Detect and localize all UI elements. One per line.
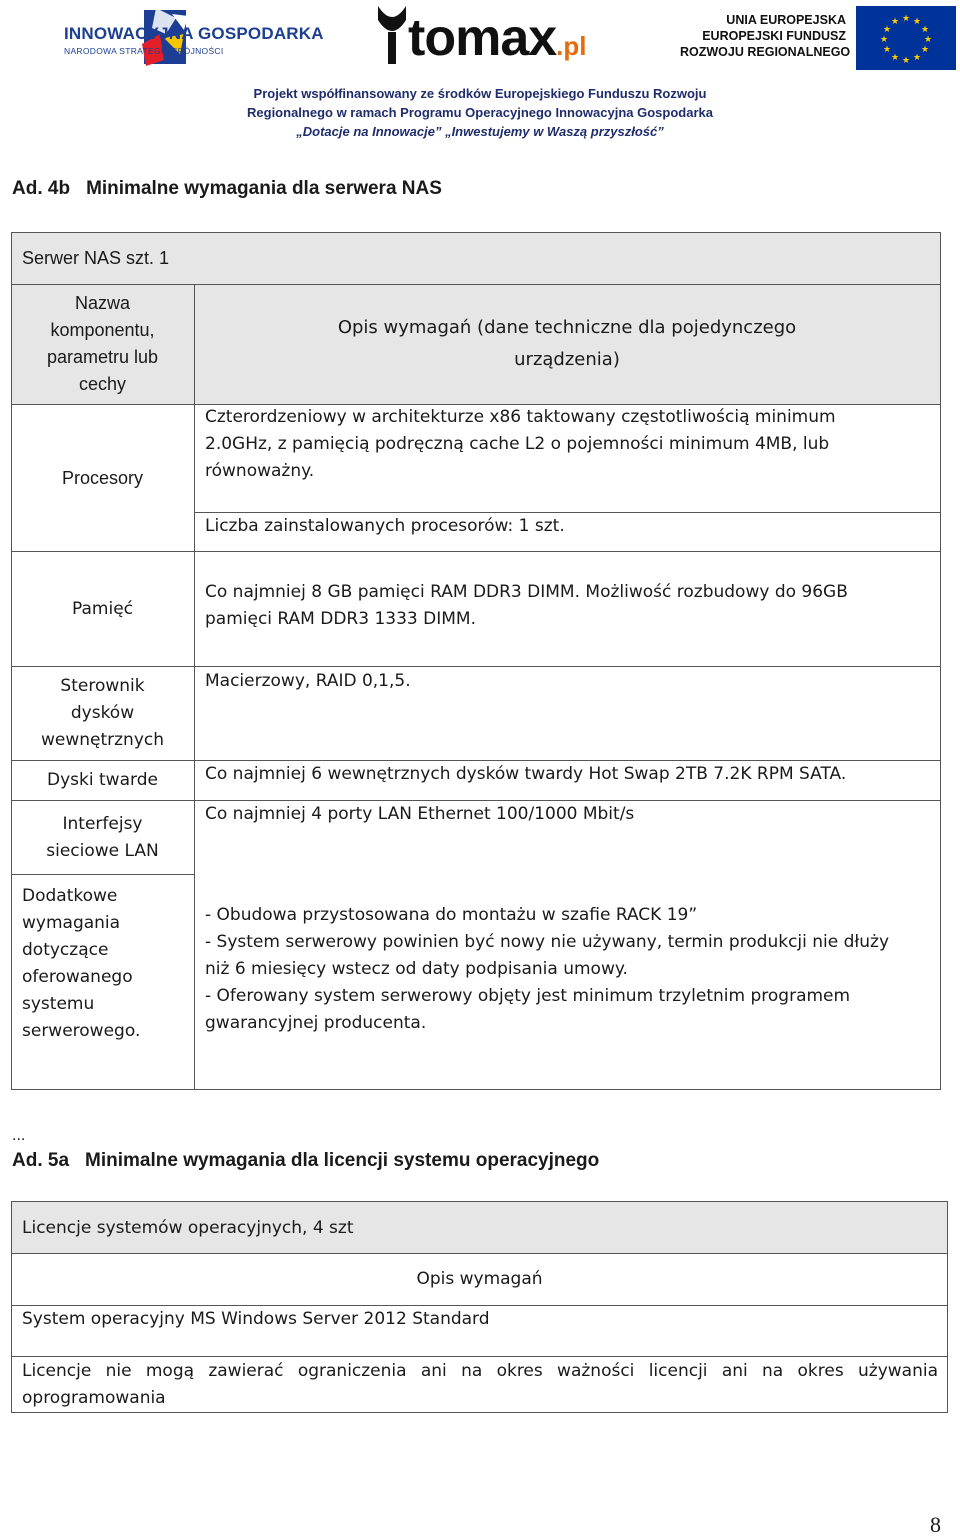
row-name-procesory: Procesory bbox=[61, 468, 144, 488]
col2-header-line: Opis wymagań (dane techniczne dla pojedynczego bbox=[337, 317, 797, 338]
row-name-dodatkowe bbox=[22, 883, 192, 1045]
project-line-1: Projekt współfinansowany ze środków Europejskiego Funduszu Rozwoju bbox=[253, 86, 707, 101]
project-line-2: Regionalnego w ramach Programu Operacyjnego Innowacyjna Gospodarka bbox=[247, 105, 713, 120]
ellipsis: ... bbox=[12, 1127, 26, 1144]
svg-text:★: ★ bbox=[912, 17, 922, 27]
name-line: Dodatkowe bbox=[22, 886, 118, 906]
desc-line: Co najmniej 8 GB pamięci RAM DDR3 DIMM. Możliwość rozbudowy do 96GB bbox=[205, 582, 848, 602]
rule bbox=[11, 1201, 12, 1413]
row-desc-sterownik: Macierzowy, RAID 0,1,5. bbox=[205, 671, 411, 691]
tomax-tld: .pl bbox=[556, 31, 587, 61]
tomax-logo-mark bbox=[372, 2, 412, 66]
svg-text:★: ★ bbox=[882, 25, 892, 35]
desc-line: 2.0GHz, z pamięcią podręczną cache L2 o pojemności minimum 4MB, lub bbox=[205, 434, 830, 454]
name-line: sieciowe LAN bbox=[46, 841, 159, 861]
name-line: dysków bbox=[70, 703, 135, 723]
desc-line: - Oferowany system serwerowy objęty jest minimum trzyletnim programem bbox=[205, 986, 851, 1006]
rule bbox=[11, 1356, 948, 1357]
desc-line: - System serwerowy powinien być nowy nie używany, termin produkcji nie dłuży bbox=[205, 932, 890, 952]
desc-line: niż 6 miesięcy wstecz od daty podpisania umowy. bbox=[205, 959, 628, 979]
row-desc-pamiec bbox=[205, 579, 930, 633]
svg-text:★: ★ bbox=[879, 35, 889, 45]
section-5a-heading bbox=[12, 1150, 599, 1172]
license-row-os: System operacyjny MS Windows Server 2012 Standard bbox=[22, 1309, 490, 1329]
tomax-name: tomax bbox=[408, 9, 557, 67]
col1-header-line: parametru lub bbox=[46, 347, 159, 367]
rule bbox=[11, 1089, 941, 1090]
svg-text:★: ★ bbox=[901, 56, 911, 66]
tomax-logo bbox=[408, 10, 587, 74]
row-desc-dyski: Co najmniej 6 wewnętrznych dysków twardy Hot Swap 2TB 7.2K RPM SATA. bbox=[205, 764, 847, 784]
rule bbox=[940, 232, 941, 1090]
name-line: serwerowego. bbox=[22, 1021, 141, 1041]
svg-text:★: ★ bbox=[920, 45, 930, 55]
rule bbox=[11, 874, 194, 875]
row-desc-dodatkowe bbox=[205, 902, 935, 1037]
svg-text:★: ★ bbox=[882, 45, 892, 55]
col2-header bbox=[194, 312, 940, 376]
row-desc-procesory bbox=[205, 404, 930, 485]
eu-label bbox=[680, 12, 851, 60]
row-name-dyski: Dyski twarde bbox=[47, 770, 158, 790]
row-name-lan bbox=[11, 811, 194, 865]
name-line: dotyczące bbox=[22, 940, 109, 960]
svg-text:★: ★ bbox=[890, 17, 900, 27]
rule bbox=[11, 232, 941, 233]
svg-text:★: ★ bbox=[923, 35, 933, 45]
svg-text:★: ★ bbox=[890, 53, 900, 63]
rule bbox=[11, 284, 941, 285]
name-line: wewnętrznych bbox=[40, 730, 165, 750]
col1-header bbox=[11, 290, 194, 398]
page-number: 8 bbox=[930, 1512, 941, 1537]
license-row-limits: Licencje nie mogą zawierać ograniczenia ani na okres ważności licencji ani na okres używania oprogramowania bbox=[22, 1361, 938, 1408]
rule bbox=[11, 551, 941, 552]
svg-text:★: ★ bbox=[901, 14, 911, 24]
col2-header-line: urządzenia) bbox=[514, 349, 620, 370]
svg-text:★: ★ bbox=[912, 53, 922, 63]
license-title-row: Licencje systemów operacyjnych, 4 szt bbox=[22, 1218, 354, 1238]
rule bbox=[11, 1201, 948, 1202]
section-4b-title: Minimalne wymagania dla serwera NAS bbox=[86, 178, 442, 199]
desc-line: Czterordzeniowy w architekturze x86 taktowany częstotliwością minimum bbox=[205, 407, 836, 427]
name-line: wymagania bbox=[22, 913, 121, 933]
desc-line: pamięci RAM DDR3 1333 DIMM. bbox=[205, 609, 476, 629]
row-desc-lan: Co najmniej 4 porty LAN Ethernet 100/1000 Mbit/s bbox=[205, 804, 635, 824]
innowacyjna-subtitle: NARODOWA STRATEGIA SPÓJNOŚCI bbox=[64, 46, 224, 56]
nas-title-row: Serwer NAS szt. 1 bbox=[22, 248, 170, 268]
eu-line2: EUROPEJSKI FUNDUSZ bbox=[702, 29, 846, 43]
innowacyjna-title: INNOWACYJNA GOSPODARKA bbox=[64, 24, 324, 43]
rule bbox=[194, 284, 195, 1090]
section-5a-title: Minimalne wymagania dla licencji systemu operacyjnego bbox=[85, 1150, 600, 1171]
license-header: Opis wymagań bbox=[416, 1269, 543, 1289]
rule bbox=[11, 666, 941, 667]
desc-line: równoważny. bbox=[205, 461, 315, 481]
svg-text:★: ★ bbox=[920, 25, 930, 35]
row-count-procesory: Liczba zainstalowanych procesorów: 1 szt. bbox=[205, 516, 565, 536]
col1-header-line: komponentu, bbox=[50, 320, 155, 340]
row-name-sterownik bbox=[11, 673, 194, 754]
rule bbox=[11, 1412, 948, 1413]
rule bbox=[11, 1253, 948, 1254]
section-4b-number: Ad. 4b bbox=[12, 178, 71, 199]
eu-line3: ROZWOJU REGIONALNEGO bbox=[680, 45, 851, 59]
col1-header-line: cechy bbox=[78, 374, 127, 394]
name-line: Sterownik bbox=[60, 676, 145, 696]
section-5a-number: Ad. 5a bbox=[12, 1150, 70, 1171]
rule bbox=[947, 1201, 948, 1413]
name-line: Interfejsy bbox=[62, 814, 143, 834]
project-line-3: „Dotacje na Innowacje” „Inwestujemy w Waszą przyszłość” bbox=[296, 124, 664, 139]
name-line: oferowanego bbox=[22, 967, 133, 987]
col1-header-line: Nazwa bbox=[74, 293, 131, 313]
row-name-pamiec: Pamięć bbox=[72, 599, 133, 619]
eu-flag-icon bbox=[856, 6, 956, 70]
eu-line1: UNIA EUROPEJSKA bbox=[726, 13, 846, 27]
desc-line: - Obudowa przystosowana do montażu w szafie RACK 19” bbox=[205, 905, 698, 925]
name-line: systemu bbox=[22, 994, 95, 1014]
desc-line: gwarancyjnej producenta. bbox=[205, 1013, 427, 1033]
section-4b-heading bbox=[12, 178, 442, 200]
